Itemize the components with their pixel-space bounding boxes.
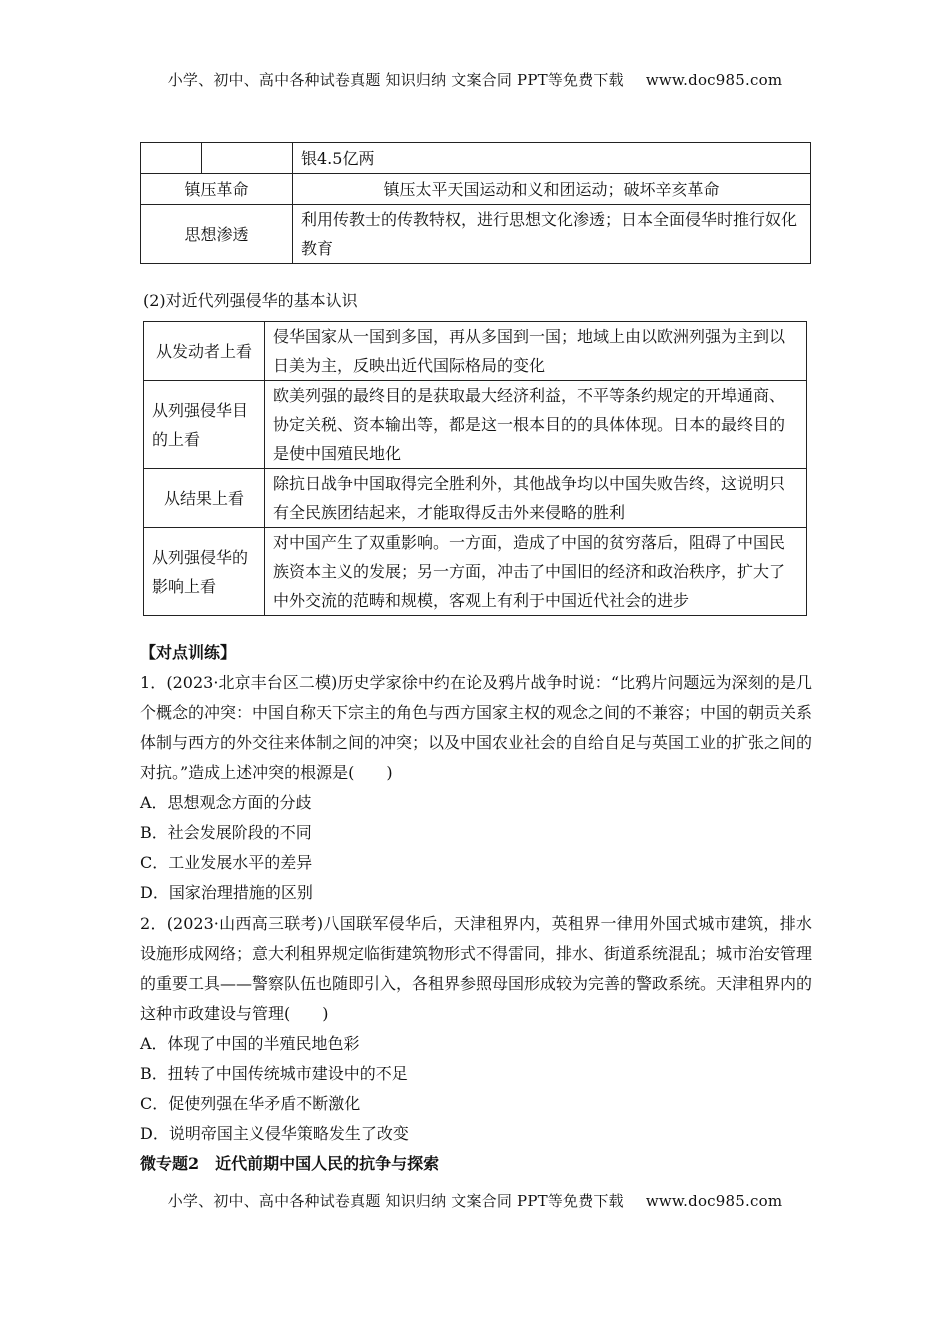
header-url[interactable]: www.doc985.com (645, 71, 783, 89)
page-footer (0, 1190, 950, 1211)
question-stem: 八国联军侵华后，天津租界内，英租界一律用外国式城市建筑，排水设施形成网络；意大利租界规定临街建筑物形式不得雷同，排水、街道系统混乱；城市治安管理的重要工具——警察队伍也随即引入，各租界参照母国形成较为完善的警政系统。天津租界内的这种市政建设与管理( ) (140, 914, 813, 1023)
option-b[interactable]: B．扭转了中国传统城市建设中的不足 (140, 1064, 408, 1083)
option-c[interactable]: C．促使列强在华矛盾不断激化 (140, 1094, 361, 1113)
table-cell: 对中国产生了双重影响。一方面，造成了中国的贫穷落后，阻碍了中国民族资本主义的发展；另一方面，冲击了中国旧的经济和政治秩序，扩大了中外交流的范畴和规模，客观上有利于中国近代社会的进步 (265, 528, 807, 616)
row-label: 从结果上看 (144, 469, 265, 528)
footer-url[interactable]: www.doc985.com (645, 1192, 783, 1210)
table-row (144, 322, 807, 381)
option-b[interactable]: B．社会发展阶段的不同 (140, 823, 312, 842)
table-row (141, 205, 811, 264)
option-c[interactable]: C．工业发展水平的差异 (140, 853, 313, 872)
table-row (141, 143, 811, 174)
table-row (144, 469, 807, 528)
row-label: 思想渗透 (141, 205, 293, 264)
row-label: 从列强侵华的影响上看 (144, 528, 265, 616)
table-cell: 利用传教士的传教特权，进行思想文化渗透；日本全面侵华时推行奴化教育 (293, 205, 811, 264)
question-1 (140, 668, 812, 788)
option-d[interactable]: D．说明帝国主义侵华策略发生了改变 (140, 1124, 409, 1143)
section-title: (2)对近代列强侵华的基本认识 (143, 291, 358, 310)
question-2-options (140, 1029, 812, 1149)
next-topic-title: 微专题2 近代前期中国人民的抗争与探索 (140, 1154, 440, 1173)
table-cell: 银4.5亿两 (293, 143, 811, 174)
header-text: 小学、初中、高中各种试卷真题 知识归纳 文案合同 PPT等免费下载 (167, 71, 624, 89)
question-source: (2023·北京丰台区二模) (166, 673, 338, 692)
training-title: 【对点训练】 (140, 643, 237, 662)
table-row (144, 528, 807, 616)
question-number: 1． (140, 673, 167, 692)
table-cell: 镇压太平天国运动和义和团运动；破坏辛亥革命 (293, 174, 811, 205)
invasion-means-table (140, 142, 811, 264)
question-1-options (140, 788, 812, 908)
table-cell: 除抗日战争中国取得完全胜利外，其他战争均以中国失败告终，这说明只有全民族团结起来，才能取得反击外来侵略的胜利 (265, 469, 807, 528)
table-row (144, 381, 807, 469)
page-header (0, 69, 950, 90)
table-row (141, 174, 811, 205)
option-a[interactable]: A．体现了中国的半殖民地色彩 (140, 1034, 360, 1053)
table-cell: 侵华国家从一国到多国，再从多国到一国；地域上由以欧洲列强为主到以日美为主，反映出近代国际格局的变化 (265, 322, 807, 381)
empty-cell (141, 143, 202, 174)
row-label: 镇压革命 (141, 174, 293, 205)
question-number: 2． (140, 914, 167, 933)
row-label: 从列强侵华目的上看 (144, 381, 265, 469)
empty-cell (202, 143, 293, 174)
question-source: (2023·山西高三联考) (166, 914, 324, 933)
question-2 (140, 909, 812, 1029)
option-d[interactable]: D．国家治理措施的区别 (140, 883, 313, 902)
option-a[interactable]: A．思想观念方面的分歧 (140, 793, 312, 812)
footer-text: 小学、初中、高中各种试卷真题 知识归纳 文案合同 PPT等免费下载 (167, 1192, 624, 1210)
question-stem: 历史学家徐中约在论及鸦片战争时说：“比鸦片问题远为深刻的是几个概念的冲突：中国自称天下宗主的角色与西方国家主权的观念之间的不兼容；中国的朝贡关系体制与西方的外交往来体制之间的冲突；以及中国农业社会的自给自足与英国工业的扩张之间的对抗。”造成上述冲突的根源是( ) (140, 673, 813, 782)
table-cell: 欧美列强的最终目的是获取最大经济利益，不平等条约规定的开埠通商、协定关税、资本输出等，都是这一根本目的的具体体现。日本的最终目的是使中国殖民地化 (265, 381, 807, 469)
row-label: 从发动者上看 (144, 322, 265, 381)
understanding-table (143, 321, 807, 616)
